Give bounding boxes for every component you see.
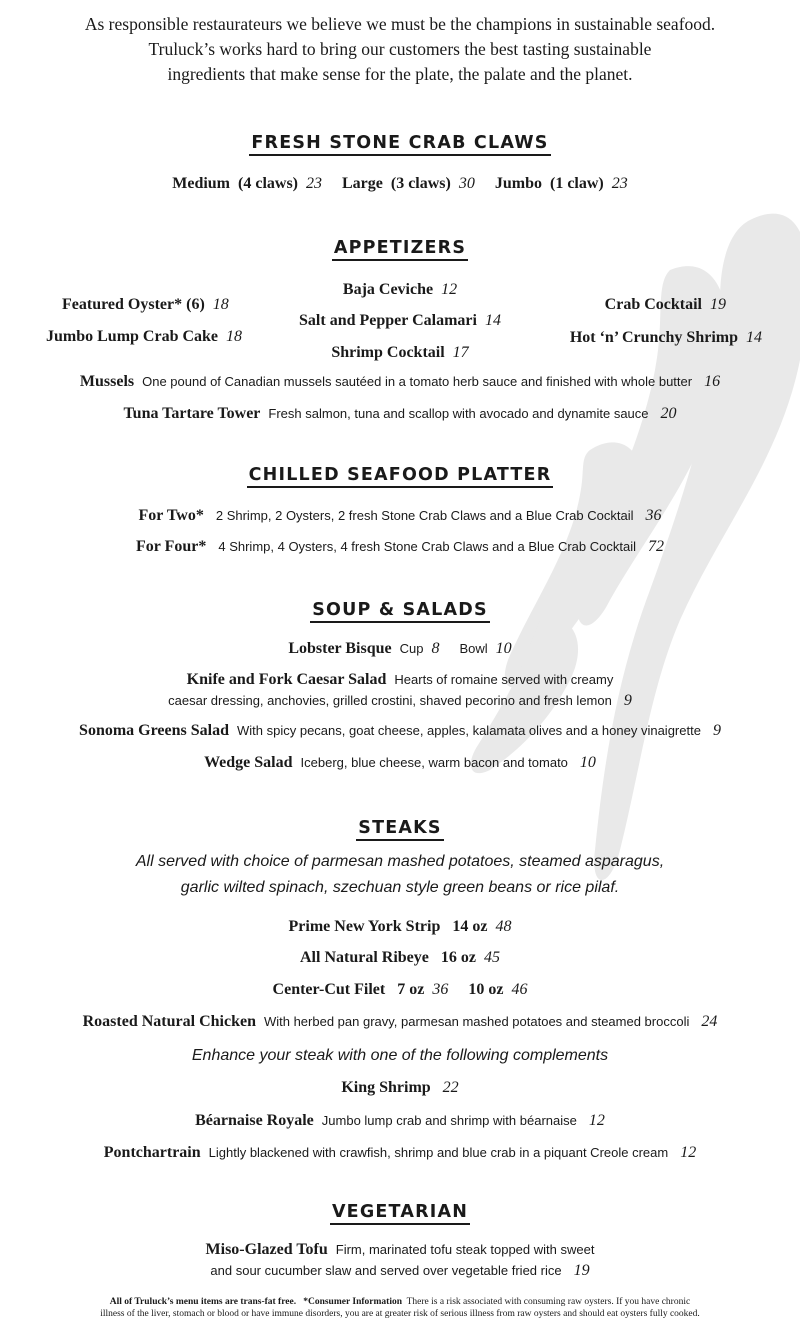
section-heading-steaks: STEAKS	[0, 818, 800, 841]
enhance-note: Enhance your steak with one of the following complements	[191, 1047, 609, 1064]
appetizer-item: Salt and Pepper Calamari 14	[299, 312, 501, 329]
item-name: Large	[342, 175, 383, 192]
item-qty: (3 claws)	[390, 175, 451, 192]
salad-item: Wedge Salad Iceberg, blue cheese, warm bacon and tomato 10	[204, 754, 596, 771]
steak-item: Prime New York Strip 14 oz 48	[288, 918, 512, 935]
appetizer-item: Baja Ceviche 12	[342, 281, 458, 298]
salad-item: Sonoma Greens Salad With spicy pecans, goat cheese, apples, kalamata olives and a honey vinaigrette 9	[79, 722, 721, 739]
item-price: 23	[611, 175, 628, 192]
salad-item-continued: caesar dressing, anchovies, grilled crostini, shaved pecorino and fresh lemon 9	[168, 692, 632, 709]
appetizer-item-described: Mussels One pound of Canadian mussels sautéed in a tomato herb sauce and finished with whole butter 16	[79, 373, 721, 390]
appetizer-item: Shrimp Cocktail 17	[331, 344, 469, 361]
complement-item: Pontchartrain Lightly blackened with crawfish, shrimp and blue crab in a piquant Creole cream 12	[103, 1144, 697, 1161]
platter-item: For Four* 4 Shrimp, 4 Oysters, 4 fresh Stone Crab Claws and a Blue Crab Cocktail 72	[136, 538, 664, 555]
steak-item: Roasted Natural Chicken With herbed pan gravy, parmesan mashed potatoes and steamed broccoli 24	[82, 1013, 718, 1030]
section-heading-soups: SOUP & SALADS	[0, 600, 800, 623]
vegetarian-item: Miso-Glazed Tofu Firm, marinated tofu steak topped with sweet	[205, 1241, 595, 1258]
steak-item: All Natural Ribeye 16 oz 45	[300, 949, 500, 966]
appetizer-item: Jumbo Lump Crab Cake 18	[46, 328, 243, 345]
stone-crab-row	[0, 173, 800, 195]
item-price: 23	[306, 175, 322, 192]
salad-item: Knife and Fork Caesar Salad Hearts of romaine served with creamy	[186, 671, 614, 688]
section-heading-platter: CHILLED SEAFOOD PLATTER	[0, 465, 800, 488]
appetizer-item: Hot ‘n’ Crunchy Shrimp 14	[569, 329, 762, 346]
section-heading-vegetarian: VEGETARIAN	[0, 1202, 800, 1225]
appetizer-item-described: Tuna Tartare Tower Fresh salmon, tuna and scallop with avocado and dynamite sauce 20	[123, 405, 677, 422]
item-name: Jumbo	[494, 175, 542, 192]
soup-item: Lobster Bisque Cup 8 Bowl 10	[288, 640, 512, 657]
intro-line: ingredients that make sense for the plate, the palate and the planet.	[167, 64, 633, 84]
item-price: 30	[458, 175, 475, 192]
consumer-advisory-footer: All of Truluck’s menu items are trans-fat free. *Consumer Information There is a risk associated with consuming raw oysters. If you have chronic illness of the liver, stomach or blood or have immune disorders, you are at greater risk of serious illness from raw oysters and should eat oysters fully cooked.	[100, 1297, 700, 1319]
appetizer-item: Crab Cocktail 19	[604, 296, 726, 313]
steak-item: Center-Cut Filet 7 oz 36 10 oz 46	[272, 981, 528, 998]
platter-item: For Two* 2 Shrimp, 2 Oysters, 2 fresh Stone Crab Claws and a Blue Crab Cocktail 36	[138, 507, 662, 524]
section-heading-stone-crab: FRESH STONE CRAB CLAWS	[0, 133, 800, 156]
intro-line: As responsible restaurateurs we believe we must be the champions in sustainable seafood.	[84, 14, 716, 34]
item-name: Medium	[172, 175, 231, 192]
item-qty: (1 claw)	[549, 175, 604, 192]
item-qty: (4 claws)	[238, 175, 298, 192]
intro-statement	[0, 12, 800, 87]
intro-line: Truluck’s works hard to bring our customers the best tasting sustainable	[148, 39, 652, 59]
steaks-note: All served with choice of parmesan mashed potatoes, steamed asparagus,	[135, 853, 665, 870]
appetizer-item: Featured Oyster* (6) 18	[62, 296, 229, 313]
crab-claw-watermark-icon	[420, 150, 800, 910]
complement-item: Béarnaise Royale Jumbo lump crab and shrimp with béarnaise 12	[195, 1112, 605, 1129]
vegetarian-item-continued: and sour cucumber slaw and served over vegetable fried rice 19	[210, 1262, 590, 1279]
steaks-note: garlic wilted spinach, szechuan style green beans or rice pilaf.	[180, 879, 620, 896]
complement-item: King Shrimp 22	[341, 1079, 459, 1096]
section-heading-appetizers: APPETIZERS	[0, 238, 800, 261]
